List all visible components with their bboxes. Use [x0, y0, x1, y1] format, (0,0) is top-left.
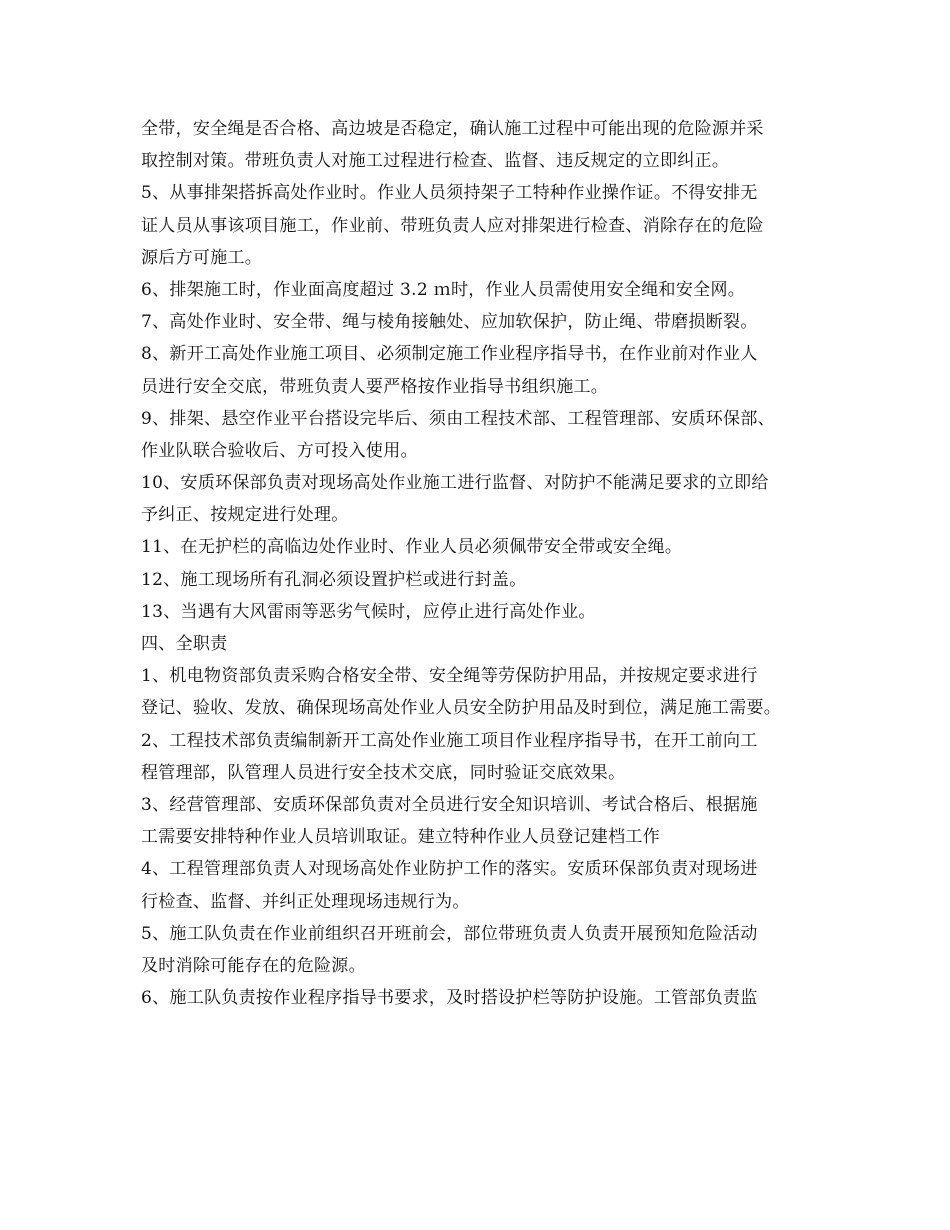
text-line: 8、新开工高处作业施工项目、必须制定施工作业程序指导书，在作业前对作业人: [141, 344, 758, 365]
section-heading: 四、全职责: [141, 634, 228, 654]
text-line: 2、工程技术部负责编制新开工高处作业施工项目作业程序指导书，在开工前向工: [141, 730, 758, 751]
text-line: 及时消除可能存在的危险源。: [141, 955, 366, 976]
text-line: 1、机电物资部负责采购合格安全带、安全绳等劳保防护用品，并按规定要求进行: [141, 666, 758, 687]
text-line: 证人员从事该项目施工，作业前、带班负责人应对排架进行检查、消除存在的危险: [141, 215, 764, 236]
text-line: 11、在无护栏的高临边处作业时、作业人员必须佩带安全带或安全绳。: [141, 537, 683, 558]
text-line: 3、经营管理部、安质环保部负责对全员进行安全知识培训、考试合格后、根据施: [141, 794, 758, 815]
text-line: 登记、验收、发放、确保现场高处作业人员安全防护用品及时到位，满足施工需要。: [141, 698, 782, 719]
text-line: 5、从事排架搭拆高处作业时。作业人员须持架子工特种作业操作证。不得安排无: [141, 183, 758, 204]
text-line: 员进行安全交底，带班负责人要严格按作业指导书组织施工。: [141, 376, 609, 397]
text-line: 全带，安全绳是否合格、高边坡是否稳定，确认施工过程中可能出现的危险源并采: [141, 119, 764, 139]
text-line: 12、施工现场所有孔洞必须设置护栏或进行封盖。: [141, 569, 527, 590]
text-line: 取控制对策。带班负责人对施工过程进行检查、监督、违反规定的立即纠正。: [141, 151, 730, 172]
document-body: [141, 113, 821, 1014]
text-line: 予纠正、按规定进行处理。: [141, 505, 349, 526]
text-line: 7、高处作业时、安全带、绳与棱角接触处、应加软保护，防止绳、带磨损断裂。: [141, 312, 758, 333]
text-line: 9、排架、悬空作业平台搭设完毕后、须由工程技术部、工程管理部、安质环保部、: [141, 408, 775, 429]
text-line: 工需要安排特种作业人员培训取证。建立特种作业人员登记建档工作: [141, 827, 660, 848]
text-line: 程管理部，队管理人员进行安全技术交底，同时验证交底效果。: [141, 762, 626, 783]
text-line: 6、排架施工时，作业面高度超过 3.2 ｍ时，作业人员需使用安全绳和安全网。: [141, 279, 746, 300]
text-line: 5、施工队负责在作业前组织召开班前会，部位带班负责人负责开展预知危险活动: [141, 923, 758, 944]
text-line: 源后方可施工。: [141, 247, 263, 268]
text-line: 行检查、监督、并纠正处理现场违规行为。: [141, 891, 470, 912]
text-line: 4、工程管理部负责人对现场高处作业防护工作的落实。安质环保部负责对现场进: [141, 859, 758, 880]
text-line: 10、安质环保部负责对现场高处作业施工进行监督、对防护不能满足要求的立即给: [141, 473, 769, 494]
text-line: 6、施工队负责按作业程序指导书要求，及时搭设护栏等防护设施。工管部负责监: [141, 988, 758, 1009]
text-line: 作业队联合验收后、方可投入使用。: [141, 440, 418, 461]
text-line: 13、当遇有大风雷雨等恶劣气候时，应停止进行高处作业。: [141, 601, 596, 622]
